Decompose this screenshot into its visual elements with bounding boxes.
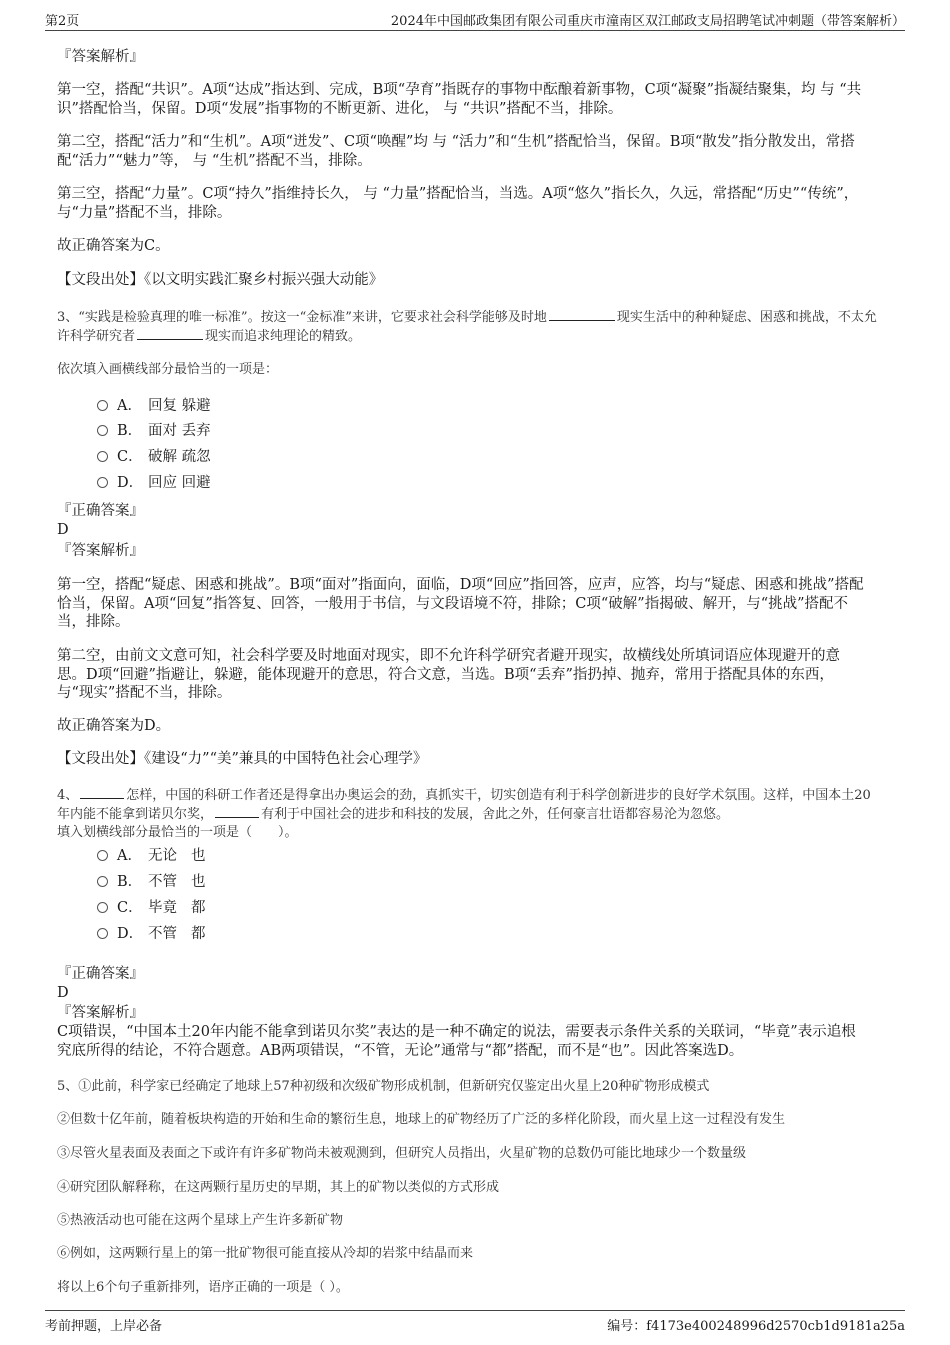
option-word-2: 都 xyxy=(191,926,206,942)
q4-option-b[interactable] xyxy=(97,872,206,892)
option-word-1: 不管 xyxy=(148,874,177,890)
q4-blank-2 xyxy=(215,805,259,818)
q3-option-d[interactable] xyxy=(97,473,211,493)
q5-sentence-2: ②但数十亿年前，随着板块构造的开始和生命的繁衍生息，地球上的矿物经历了广泛的多样化阶段，而火星上这一过程没有发生 xyxy=(57,1112,786,1127)
q3-analysis-p1-line3: 当，排除。 xyxy=(57,614,130,630)
page-number: 第2页 xyxy=(45,14,80,29)
q3-analysis-p1-line1: 第一空，搭配“疑虑、困惑和挑战”。B项“面对”指面向，面临，D项“回应”指回答，应声，应答，均与“疑虑、困惑和挑战”搭配 xyxy=(57,577,864,593)
q4-answer-heading: 『正确答案』 xyxy=(57,966,144,982)
q3-option-b[interactable] xyxy=(97,421,211,441)
q3-analysis-p1-line2: 恰当，保留。A项“回复”指答复、回答，一般用于书信，与文段语境不符，排除；C项“破解”指揭破、解开，与“挑战”搭配不 xyxy=(57,596,849,612)
q4-stem-part-c: 有利于中国社会的进步和科技的发展，舍此之外，任何豪言壮语都容易沦为忽悠。 xyxy=(261,807,730,822)
q4-option-c[interactable] xyxy=(97,898,206,918)
option-key: B． xyxy=(117,423,143,439)
option-text: 回复 躲避 xyxy=(148,398,211,414)
q4-analysis-line1: C项错误，“中国本土20年内能不能拿到诺贝尔奖”表达的是一种不确定的说法，需要表示条件关系的关联词，“毕竟”表示追根 xyxy=(57,1024,856,1040)
q3-stem-part-d: 现实而追求纯理论的精致。 xyxy=(205,329,362,344)
option-word-2: 也 xyxy=(191,848,206,864)
q4-instruction: 填入划横线部分最恰当的一项是（ ）。 xyxy=(57,825,298,840)
q3-stem-part-b: 现实生活中的种种疑虑、困惑和挑战，不太允 xyxy=(616,310,877,325)
option-key: B． xyxy=(117,874,143,890)
option-key: C． xyxy=(117,449,143,465)
radio-icon[interactable] xyxy=(97,477,108,488)
q2-analysis-p3-line2: 与“力量”搭配不当，排除。 xyxy=(57,205,232,221)
q2-analysis-p1-line1: 第一空，搭配“共识”。A项“达成”指达到、完成，B项“孕育”指既存的事物中酝酿着新事物，C项“凝聚”指凝结聚集，均 与 “共 xyxy=(57,82,862,98)
option-text: 破解 疏忽 xyxy=(148,449,211,465)
q5-sentence-1: 5、①此前，科学家已经确定了地球上57种初级和次级矿物形成机制，但新研究仅鉴定出火星上20种矿物形成模式 xyxy=(57,1079,710,1094)
q3-analysis-heading: 『答案解析』 xyxy=(57,543,144,559)
q4-answer: D xyxy=(57,985,69,1001)
q5-instruction: 将以上6个句子重新排列，语序正确的一项是（ ）。 xyxy=(57,1280,349,1295)
page-header xyxy=(45,8,905,31)
radio-icon[interactable] xyxy=(97,425,108,436)
q5-sentence-4: ④研究团队解释称，在这两颗行星历史的早期，其上的矿物以类似的方式形成 xyxy=(57,1180,500,1195)
q4-blank-1 xyxy=(80,786,124,799)
option-key: D． xyxy=(117,926,144,942)
q3-conclusion: 故正确答案为D。 xyxy=(57,718,171,734)
option-text: 回应 回避 xyxy=(148,475,211,491)
option-text: 面对 丢弃 xyxy=(148,423,211,439)
q3-source: 【文段出处】《建设“力”“美”兼具的中国特色社会心理学》 xyxy=(57,751,428,767)
q3-stem-part-c: 许科学研究者 xyxy=(57,329,136,344)
option-word-1: 不管 xyxy=(148,926,177,942)
q4-stem-part-a: 怎样，中国的科研工作者还是得拿出办奥运会的劲，真抓实干，切实创造有利于科学创新进步的良好学术氛围。这样，中国本土20 xyxy=(126,788,871,803)
q3-instruction: 依次填入画横线部分最恰当的一项是： xyxy=(57,362,279,377)
document-title: 2024年中国邮政集团有限公司重庆市潼南区双江邮政支局招聘笔试冲刺题（带答案解析） xyxy=(390,14,905,29)
radio-icon[interactable] xyxy=(97,876,108,887)
q2-analysis-heading: 『答案解析』 xyxy=(57,49,144,65)
q5-sentence-6: ⑥例如，这两颗行星上的第一批矿物很可能直接从冷却的岩浆中结晶而来 xyxy=(57,1246,474,1261)
radio-icon[interactable] xyxy=(97,850,108,861)
q4-analysis-line2: 究底所得的结论，不符合题意。AB两项错误，“不管，无论”通常与“都”搭配，而不是“也”。因此答案选D。 xyxy=(57,1043,744,1059)
option-word-1: 无论 xyxy=(148,848,177,864)
page-footer xyxy=(45,1310,905,1335)
q3-analysis-p2-line1: 第二空，由前文文意可知，社会科学要及时地面对现实，即不允许科学研究者避开现实，故横线处所填词语应体现避开的意 xyxy=(57,648,840,664)
q3-option-c[interactable] xyxy=(97,447,211,467)
q5-sentence-3: ③尽管火星表面及表面之下或许有许多矿物尚未被观测到，但研究人员指出，火星矿物的总数仍可能比地球少一个数量级 xyxy=(57,1146,747,1161)
option-word-2: 也 xyxy=(191,874,206,890)
q3-option-a[interactable] xyxy=(97,396,211,416)
q5-sentence-5: ⑤热液活动也可能在这两个星球上产生许多新矿物 xyxy=(57,1213,344,1228)
q3-analysis-p2-line3: 与“现实”搭配不当，排除。 xyxy=(57,685,232,701)
footer-slogan: 考前押题，上岸必备 xyxy=(45,1319,163,1334)
q3-blank-2 xyxy=(137,327,203,340)
q4-option-a[interactable] xyxy=(97,846,206,866)
option-key: C． xyxy=(117,900,143,916)
option-word-2: 都 xyxy=(191,900,206,916)
q2-analysis-p1-line2: 识”搭配恰当，保留。D项“发展”指事物的不断更新、进化， 与 “共识”搭配不当，排除。 xyxy=(57,101,623,117)
radio-icon[interactable] xyxy=(97,400,108,411)
radio-icon[interactable] xyxy=(97,902,108,913)
q2-source: 【文段出处】《以文明实践汇聚乡村振兴强大动能》 xyxy=(57,272,384,288)
option-word-1: 毕竟 xyxy=(148,900,177,916)
q4-stem-line1 xyxy=(57,785,897,806)
radio-icon[interactable] xyxy=(97,451,108,462)
q4-option-d[interactable] xyxy=(97,924,206,944)
q4-number: 4、 xyxy=(57,788,79,803)
option-key: A． xyxy=(117,398,142,414)
q2-conclusion: 故正确答案为C。 xyxy=(57,238,170,254)
option-key: D． xyxy=(117,475,144,491)
q3-blank-1 xyxy=(549,308,615,321)
q4-analysis-heading: 『答案解析』 xyxy=(57,1005,144,1021)
q3-stem-line1 xyxy=(57,307,897,328)
q3-stem-line2 xyxy=(57,326,897,347)
q2-analysis-p2-line2: 配“活力”“魅力”等， 与 “生机”搭配不当，排除。 xyxy=(57,153,372,169)
q3-answer: D xyxy=(57,522,69,538)
q2-analysis-p2-line1: 第二空，搭配“活力”和“生机”。A项“迸发”、C项“唤醒”均 与 “活力”和“生机”搭配恰当，保留。B项“散发”指分散发出，常搭 xyxy=(57,134,855,150)
radio-icon[interactable] xyxy=(97,928,108,939)
document-id: 编号：f4173e400248996d2570cb1d9181a25a xyxy=(607,1319,905,1334)
q3-answer-heading: 『正确答案』 xyxy=(57,503,144,519)
q3-analysis-p2-line2: 思。D项“回避”指避让，躲避，能体现避开的意思，符合文意，当选。B项“丢弃”指扔掉、抛弃，常用于搭配具体的东西， xyxy=(57,667,834,683)
q4-stem-part-b: 年内能不能拿到诺贝尔奖， xyxy=(57,807,214,822)
q2-analysis-p3-line1: 第三空，搭配“力量”。C项“持久”指维持长久， 与 “力量”搭配恰当，当选。A项“悠久”指长久，久远，常搭配“历史”“传统”， xyxy=(57,186,859,202)
option-key: A． xyxy=(117,848,142,864)
q3-stem-part-a: 3、“实践是检验真理的唯一标准”。按这一“金标准”来讲，它要求社会科学能够及时地 xyxy=(57,310,547,325)
